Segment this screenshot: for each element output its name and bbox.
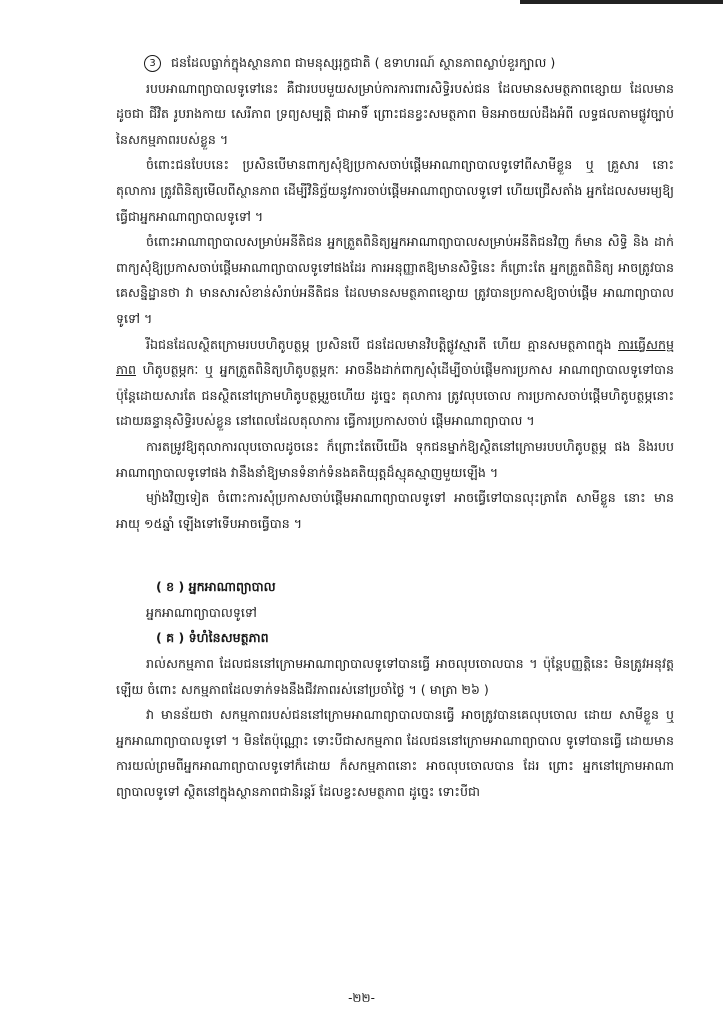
paragraph-underline-after: ហិតូបត្ថម្ភកៈ ឬ អ្នកត្រួតពិនិត្យហិតូបត្ថម្ភកៈ អាចនឹងដាក់ពាក្យសុំដើម្បីចាប់ផ្តើមការប្រកាស អាណាព្យាបាលទូទៅបាន ប៉ុន្តែដោយសារតែ ជនស្ថិតនៅក្រោមហិតូបត្ថម្ភរួចហើយ ដូច្នេះ តុលាការ ត្រូវលុបចោល ការប្រកាសចាប់ផ្តើមហិតូបត្ថម្ភនោះ ដោយឆន្ទានុសិទ្ធិរបស់ខ្លួន នៅពេលដែលតុលាការ ធ្វើការប្រកាសចាប់ ផ្តើមអាណាព្យាបាល ។ bbox=[116, 362, 674, 429]
scan-edge-mark bbox=[520, 0, 723, 4]
section-title: ទំហំនៃសមត្ថភាព bbox=[188, 630, 269, 646]
paragraph-6: ម្យ៉ាងវិញទៀត ចំពោះការសុំប្រកាសចាប់ផ្តើមអាណាព្យាបាលទូទៅ អាចធ្វើទៅបានលុះត្រាតែ សាមីខ្លួន នោះ មានអាយុ ១៥ឆ្នាំ ឡើងទៅទើបអាចធ្វើបាន ។ bbox=[116, 490, 674, 531]
section-body-guardian: អ្នកអាណាព្យាបាលទូទៅ bbox=[146, 604, 257, 620]
paragraph-3: ចំពោះអាណាព្យាបាលសម្រាប់អនីតិជន អ្នកត្រួតពិនិត្យអ្នកអាណាព្យាបាលសម្រាប់អនីតិជនវិញ ក៏មាន សិទ្ធិ និង ដាក់ពាក្យសុំឱ្យប្រកាសចាប់ផ្តើមអាណាព្យាបាលទូទៅផងដែរ ការអនុញ្ញាតឱ្យមានសិទ្ធិនេះ ក៏ព្រោះតែ អ្នកត្រួតពិនិត្យ អាចត្រូវបានគេសន្និដ្ឋានថា វា មានសារសំខាន់សំរាប់អនីតិជន ដែលមានសមត្ថភាពខ្សោយ ត្រូវបានប្រកាសឱ្យចាប់ផ្តើម អាណាព្យាបាលទូទៅ ។ bbox=[116, 234, 674, 326]
section-marker: ( គ ) bbox=[156, 630, 185, 646]
underlined-term: ការធ្វើសកម្មភាព bbox=[116, 336, 674, 378]
section-marker: ( ខ ) bbox=[156, 579, 185, 595]
section-heading-guardian bbox=[116, 574, 674, 600]
item-heading bbox=[116, 50, 674, 76]
circled-number: 3 bbox=[144, 55, 161, 72]
paragraph-1: របបអាណាព្យាបាលទូទៅនេះ គឺជារបបមួយសម្រាប់ការការពារសិទ្ធិរបស់ជន ដែលមានសមត្ថភាពខ្សោយ ដែលមានដូចជា ជីវិត រូបរាងកាយ សេរីភាព ទ្រព្យសម្បត្តិ ជាអាទិ៍ ព្រោះជនខ្វះសមត្ថភាព មិនអាចយល់ដឹងអំពី លទ្ធផលតាមផ្លូវច្បាប់នៃសកម្មភាពរបស់ខ្លួន ។ bbox=[116, 80, 674, 147]
capacity-paragraph-1: រាល់សកម្មភាព ដែលជននៅក្រោមអាណាព្យាបាលទូទៅបានធ្វើ អាចលុបចោលបាន ។ ប៉ុន្តែបញ្ញត្តិនេះ មិនត្រូវអនុវត្តឡើយ ចំពោះ សកម្មភាពដែលទាក់ទងនឹងជីវភាពរស់នៅប្រចាំថ្ងៃ ។ ( មាត្រា ២៦ ) bbox=[116, 656, 674, 697]
section-gap bbox=[116, 536, 674, 574]
item-heading-text: ជនដែលធ្លាក់ក្នុងស្ថានភាព ជាមនុស្សរុក្ខជាតិ ( ឧទាហរណ៍ ស្ថានភាពស្លាប់ខួរក្បាល ) bbox=[171, 55, 556, 70]
paragraph-5: ការតម្រូវឱ្យតុលាការលុបចោលដូចនេះ ក៏ព្រោះតែបើយើង ទុកជនម្នាក់ឱ្យស្ថិតនៅក្រោមរបបហិតូបត្ថម្ភ ផង និងរបបអាណាព្យាបាលទូទៅផង វានឹងនាំឱ្យមានទំនាក់ទំនងគតិយុត្តដ៏ស្មុគស្មាញមួយឡើង ។ bbox=[116, 438, 674, 480]
paragraph-underline-before: រីឯជនដែលស្ថិតក្រោមរបបហិតូបត្ថម្ភ ប្រសិនបើ ជនដែលមានវិបត្តិផ្លូវស្មារតី ហើយ គ្មានសមត្ថភាពក្នុង bbox=[146, 336, 619, 352]
document-page bbox=[116, 50, 674, 805]
section-heading-capacity bbox=[116, 625, 674, 651]
paragraph-underline bbox=[116, 332, 674, 434]
paragraph-2: ចំពោះជនបែបនេះ ប្រសិនបើមានពាក្យសុំឱ្យប្រកាសចាប់ផ្តើមអាណាព្យាបាលទូទៅពីសាមីខ្លួន ឬ គ្រួសារ នោះ តុលាការ ត្រូវពិនិត្យមើលពីស្ថានភាព ដើម្បីវិនិច្ឆ័យនូវការចាប់ផ្តើមអាណាព្យាបាលទូទៅ ហើយជ្រើសតាំង អ្នកដែលសមរម្យឱ្យធ្វើជាអ្នកអាណាព្យាបាលទូទៅ ។ bbox=[116, 157, 674, 224]
page-number: -២២- bbox=[348, 991, 375, 1005]
capacity-paragraph-2: វា មានន័យថា សកម្មភាពរបស់ជននៅក្រោមអាណាព្យាបាលបានធ្វើ អាចត្រូវបានគេលុបចោល ដោយ សាមីខ្លួន ឬ អ្នកអាណាព្យាបាលទូទៅ ។ មិនតែប៉ុណ្ណោះ ទោះបីជាសកម្មភាព ដែលជននៅក្រោមអាណាព្យាបាល ទូទៅបានធ្វើ ដោយមានការយល់ព្រមពីអ្នកអាណាព្យាបាលទូទៅក៏ដោយ ក៏សកម្មភាពនោះ អាចលុបចោលបាន ដែរ ព្រោះ អ្នកនៅក្រោមអាណាព្យាបាលទូទៅ ស្ថិតនៅក្នុងស្ថានភាពជានិរន្តរ៍ ដែលខ្វះសមត្ថភាព ដូច្នេះ ទោះបីជា bbox=[116, 707, 674, 800]
section-title: អ្នកអាណាព្យាបាល bbox=[188, 579, 276, 595]
